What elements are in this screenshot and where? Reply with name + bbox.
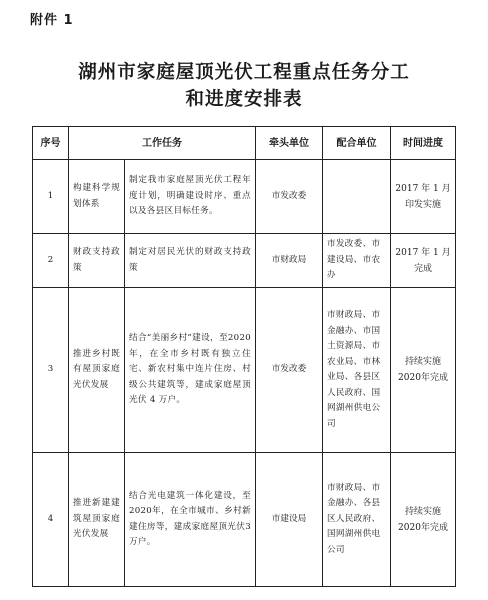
header-coop-unit: 配合单位 <box>323 127 391 160</box>
table-row <box>33 234 456 288</box>
header-no: 序号 <box>33 127 69 160</box>
row-number: 1 <box>33 160 69 234</box>
lead-unit: 市发改委 <box>256 288 323 453</box>
task-content: 结合光电建筑一体化建设，至2020年，在全市城市、乡村新建住房等，建成家庭屋顶光伏3万户。 <box>125 453 256 587</box>
table-row <box>33 453 456 587</box>
schedule: 持续实施2020年完成 <box>391 288 456 453</box>
schedule: 2017 年 1 月完成 <box>391 234 456 288</box>
row-number: 2 <box>33 234 69 288</box>
annex-label: 附件 1 <box>30 13 74 28</box>
header-schedule: 时间进度 <box>391 127 456 160</box>
task-name: 构建科学规划体系 <box>69 160 125 234</box>
header-task: 工作任务 <box>69 127 256 160</box>
lead-unit: 市建设局 <box>256 453 323 587</box>
task-name: 推进新建建筑屋顶家庭光伏发展 <box>69 453 125 587</box>
task-name: 财政支持政策 <box>69 234 125 288</box>
coop-units <box>323 160 391 234</box>
task-content: 结合“美丽乡村”建设，至2020年，在全市乡村既有独立住宅、新农村集中连片住房、村级公共建筑等，建成家庭屋顶光伏 4 万户。 <box>125 288 256 453</box>
lead-unit: 市财政局 <box>256 234 323 288</box>
coop-units: 市财政局、市金融办、市国土资源局、市农业局、市林业局、各县区人民政府、国网湖州供电公司 <box>323 288 391 453</box>
lead-unit: 市发改委 <box>256 160 323 234</box>
schedule: 持续实施2020年完成 <box>391 453 456 587</box>
row-number: 3 <box>33 288 69 453</box>
coop-units: 市发改委、市建设局、市农办 <box>323 234 391 288</box>
task-name: 推进乡村既有屋顶家庭光伏发展 <box>69 288 125 453</box>
task-content: 制定对居民光伏的财政支持政策 <box>125 234 256 288</box>
table-row <box>33 288 456 453</box>
document-title-line-1: 湖州市家庭屋顶光伏工程重点任务分工 <box>78 62 410 83</box>
row-number: 4 <box>33 453 69 587</box>
coop-units: 市财政局、市金融办、各县区人民政府、国网湖州供电公司 <box>323 453 391 587</box>
task-table <box>32 126 456 587</box>
task-content: 制定我市家庭屋顶光伏工程年度计划，明确建设时序、重点以及各县区目标任务。 <box>125 160 256 234</box>
schedule: 2017 年 1 月印发实施 <box>391 160 456 234</box>
document-title-line-2: 和进度安排表 <box>185 89 303 110</box>
table-header-row <box>33 127 456 160</box>
table-row <box>33 160 456 234</box>
header-lead-unit: 牵头单位 <box>256 127 323 160</box>
